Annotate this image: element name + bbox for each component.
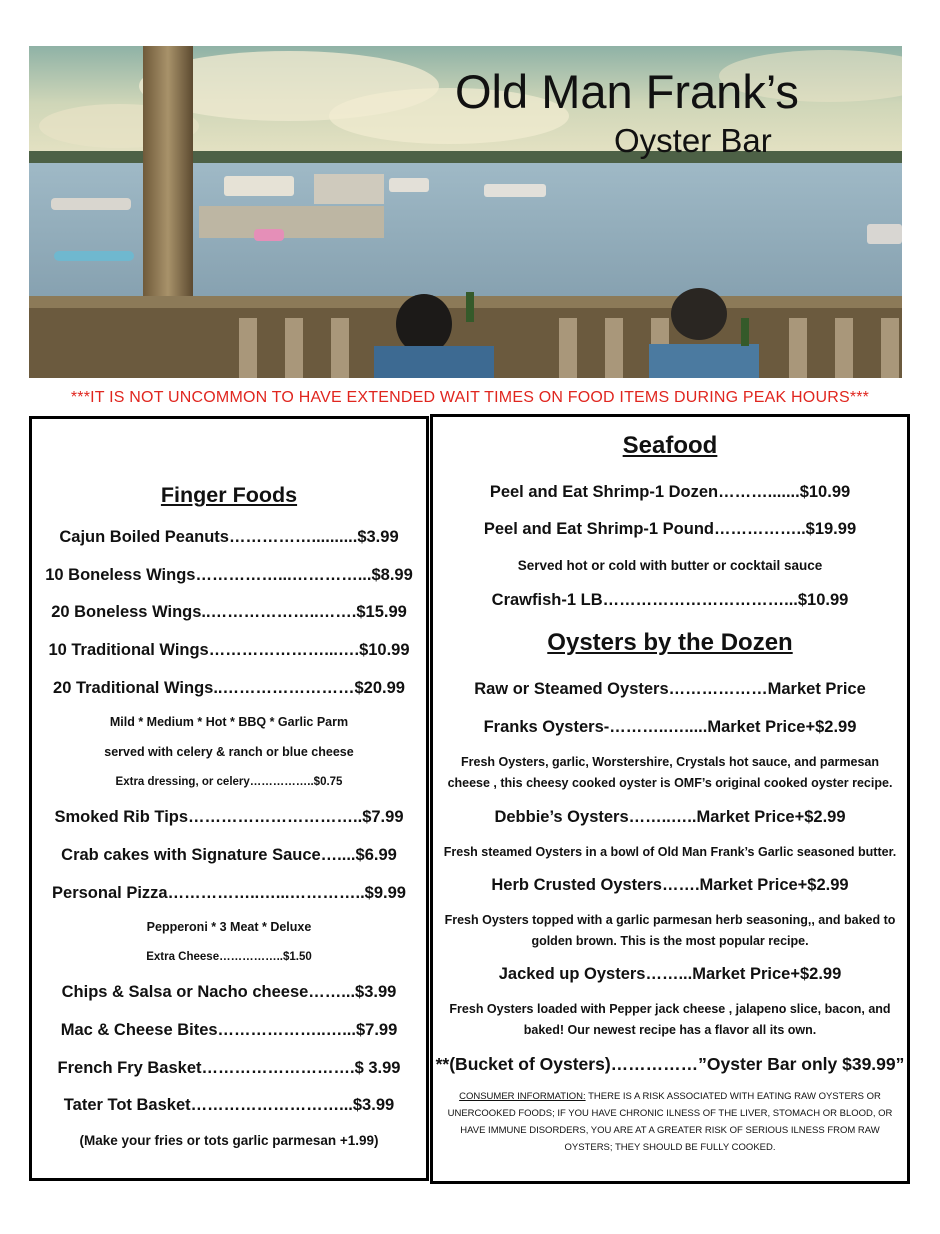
finger-foods-panel (29, 416, 429, 1181)
menu-item: 10 Boneless Wings……………...…………...$8.99 (45, 566, 413, 584)
bucket-of-oysters: **(Bucket of Oysters)……………”Oyster Bar only $39.99” (435, 1054, 905, 1074)
wait-time-warning: ***IT IS NOT UNCOMMON TO HAVE EXTENDED WAIT TIMES ON FOOD ITEMS DURING PEAK HOURS*** (70, 389, 870, 406)
oysters-heading: Oysters by the Dozen (547, 629, 793, 656)
menu-item: Jacked up Oysters……...Market Price+$2.99 (498, 965, 842, 983)
pizza-options: Pepperoni * 3 Meat * Deluxe (146, 920, 312, 934)
menu-item: Chips & Salsa or Nacho cheese……...$3.99 (61, 983, 397, 1001)
restaurant-subtitle: Oyster Bar (614, 122, 772, 159)
menu-item: Tater Tot Basket………………………...$3.99 (63, 1096, 395, 1114)
menu-item: Personal Pizza……………..…...…………..$9.99 (52, 884, 406, 902)
menu-item: Raw or Steamed Oysters………………Market Price (474, 680, 866, 698)
hero-photo (29, 46, 902, 378)
menu-item: Peel and Eat Shrimp-1 Pound……………..$19.99 (483, 520, 857, 538)
menu-item: 10 Traditional Wings…………………...….$10.99 (48, 641, 410, 659)
menu-item: Mac & Cheese Bites………………..…...$7.99 (60, 1021, 398, 1039)
extra-cheese: Extra Cheese……………..$1.50 (146, 951, 312, 963)
seafood-heading: Seafood (622, 432, 718, 459)
menu-item: Crawfish-1 LB……………………………...$10.99 (491, 591, 849, 609)
menu-item: 20 Traditional Wings..……………………$20.99 (53, 679, 405, 697)
extra-dressing: Extra dressing, or celery……………..$0.75 (115, 776, 343, 788)
menu-item: Smoked Rib Tips…………………………..$7.99 (54, 808, 404, 826)
menu-item: Debbie’s Oysters……..…..Market Price+$2.99 (494, 808, 846, 826)
menu-item: Peel and Eat Shrimp-1 Dozen……….......$10.99 (489, 483, 851, 501)
shrimp-served-note: Served hot or cold with butter or cocktail sauce (517, 558, 823, 573)
menu-item: Franks Oysters-………..….....Market Price+$2.99 (483, 718, 857, 736)
menu-item: 20 Boneless Wings..………………..…….$15.99 (51, 603, 407, 621)
herb-oysters-description: Fresh Oysters topped with a garlic parmesan herb seasoning,, and baked to golden brown. This is the most popular recipe. (444, 913, 896, 948)
menu-item: French Fry Basket……………………….$ 3.99 (57, 1059, 401, 1077)
debbies-oysters-description: Fresh steamed Oysters in a bowl of Old Man Frank’s Garlic seasoned butter. (443, 845, 897, 859)
franks-oysters-description: Fresh Oysters, garlic, Worstershire, Crystals hot sauce, and parmesan cheese , this cheesy cooked oyster is OMF’s original cooked oyster recipe. (447, 755, 893, 790)
menu-item: Cajun Boiled Peanuts……………..........$3.99 (59, 528, 399, 546)
consumer-information (437, 1088, 903, 1156)
seafood-panel (430, 414, 910, 1184)
menu-item: Crab cakes with Signature Sauce…....$6.99 (61, 846, 397, 864)
consumer-info-label: CONSUMER INFORMATION: (459, 1091, 586, 1102)
wing-flavors: Mild * Medium * Hot * BBQ * Garlic Parm (109, 715, 349, 729)
consumer-info-text: THERE IS A RISK ASSOCIATED WITH EATING RAW OYSTERS OR UNERCOOKED FOODS; IF YOU HAVE CHRONIC ILNESS OF THE LIVER, STOMACH OR BLOOD, OR HAVE IMMUNE DISORDERS, YOU ARE AT A GREATER RISK OF SERIOUS ILNESS FROM RAW OYSTERS; THEY SHOULD BE FULLY COOKED. (447, 1091, 893, 1153)
finger-foods-heading: Finger Foods (160, 483, 298, 507)
menu-item: Herb Crusted Oysters…….Market Price+$2.99 (491, 876, 849, 894)
wing-served-note: served with celery & ranch or blue cheese (104, 745, 354, 759)
restaurant-title: Old Man Frank’s (455, 65, 799, 118)
jacked-oysters-description: Fresh Oysters loaded with Pepper jack cheese , jalapeno slice, bacon, and baked! Our newest recipe has a flavor all its own. (449, 1002, 891, 1037)
fries-footnote: (Make your fries or tots garlic parmesan +1.99) (79, 1133, 379, 1148)
